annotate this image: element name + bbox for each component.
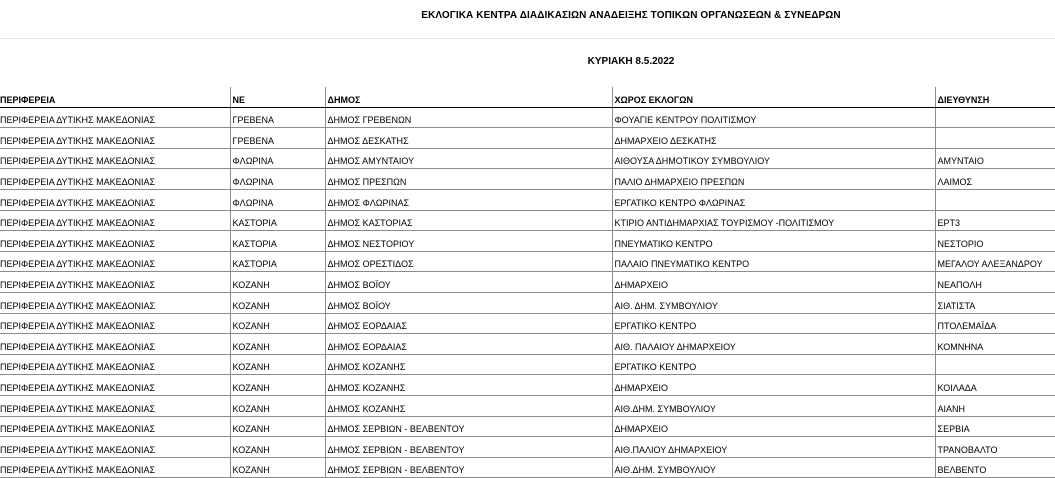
column-header-address: ΔΙΕΥΘΥΝΣΗ	[935, 87, 1055, 107]
cell-address: ΒΕΛΒΕΝΤΟ	[935, 457, 1055, 478]
table-row	[0, 313, 1055, 334]
header-divider	[0, 38, 1055, 39]
cell-region: ΠΕΡΙΦΕΡΕΙΑ ΔΥΤΙΚΗΣ ΜΑΚΕΔΟΝΙΑΣ	[0, 395, 230, 416]
cell-venue: ΠΝΕΥΜΑΤΙΚΟ ΚΕΝΤΡΟ	[612, 231, 935, 252]
cell-region: ΠΕΡΙΦΕΡΕΙΑ ΔΥΤΙΚΗΣ ΜΑΚΕΔΟΝΙΑΣ	[0, 354, 230, 375]
cell-venue: ΦΟΥΑΓΙΕ ΚΕΝΤΡΟΥ ΠΟΛΙΤΙΣΜΟΥ	[612, 107, 935, 128]
cell-regional-unit: ΚΟΖΑΝΗ	[230, 457, 325, 478]
table-row	[0, 334, 1055, 355]
cell-regional-unit: ΓΡΕΒΕΝΑ	[230, 128, 325, 149]
cell-region: ΠΕΡΙΦΕΡΕΙΑ ΔΥΤΙΚΗΣ ΜΑΚΕΔΟΝΙΑΣ	[0, 272, 230, 293]
cell-municipality: ΔΗΜΟΣ ΚΑΣΤΟΡΙΑΣ	[325, 210, 612, 231]
cell-venue: ΑΙΘΟΥΣΑ ΔΗΜΟΤΙΚΟΥ ΣΥΜΒΟΥΛΙΟΥ	[612, 148, 935, 169]
cell-region: ΠΕΡΙΦΕΡΕΙΑ ΔΥΤΙΚΗΣ ΜΑΚΕΔΟΝΙΑΣ	[0, 210, 230, 231]
cell-municipality: ΔΗΜΟΣ ΑΜΥΝΤΑΙΟΥ	[325, 148, 612, 169]
cell-address: ΝΕΑΠΟΛΗ	[935, 272, 1055, 293]
cell-region: ΠΕΡΙΦΕΡΕΙΑ ΔΥΤΙΚΗΣ ΜΑΚΕΔΟΝΙΑΣ	[0, 457, 230, 478]
table-row	[0, 107, 1055, 128]
table-row	[0, 292, 1055, 313]
cell-regional-unit: ΚΟΖΑΝΗ	[230, 437, 325, 458]
cell-address: ΣΕΡΒΙΑ	[935, 416, 1055, 437]
cell-municipality: ΔΗΜΟΣ ΒΟΪΟΥ	[325, 292, 612, 313]
election-centers-table	[0, 87, 1055, 478]
cell-regional-unit: ΚΟΖΑΝΗ	[230, 313, 325, 334]
column-header-municipality: ΔΗΜΟΣ	[325, 87, 612, 107]
cell-address: ΛΑΙΜΟΣ	[935, 169, 1055, 190]
cell-region: ΠΕΡΙΦΕΡΕΙΑ ΔΥΤΙΚΗΣ ΜΑΚΕΔΟΝΙΑΣ	[0, 231, 230, 252]
cell-regional-unit: ΚΟΖΑΝΗ	[230, 354, 325, 375]
cell-municipality: ΔΗΜΟΣ ΣΕΡΒΙΩΝ - ΒΕΛΒΕΝΤΟΥ	[325, 437, 612, 458]
table-row	[0, 272, 1055, 293]
table-row	[0, 354, 1055, 375]
column-header-region: ΠΕΡΙΦΕΡΕΙΑ	[0, 87, 230, 107]
cell-venue: ΕΡΓΑΤΙΚΟ ΚΕΝΤΡΟ	[612, 354, 935, 375]
cell-region: ΠΕΡΙΦΕΡΕΙΑ ΔΥΤΙΚΗΣ ΜΑΚΕΔΟΝΙΑΣ	[0, 375, 230, 396]
cell-region: ΠΕΡΙΦΕΡΕΙΑ ΔΥΤΙΚΗΣ ΜΑΚΕΔΟΝΙΑΣ	[0, 416, 230, 437]
cell-regional-unit: ΚΟΖΑΝΗ	[230, 272, 325, 293]
table-row	[0, 169, 1055, 190]
table-row	[0, 437, 1055, 458]
column-header-regional-unit: ΝΕ	[230, 87, 325, 107]
cell-address	[935, 189, 1055, 210]
cell-venue: ΕΡΓΑΤΙΚΟ ΚΕΝΤΡΟ ΦΛΩΡΙΝΑΣ	[612, 189, 935, 210]
table-header-row	[0, 87, 1055, 107]
cell-region: ΠΕΡΙΦΕΡΕΙΑ ΔΥΤΙΚΗΣ ΜΑΚΕΔΟΝΙΑΣ	[0, 251, 230, 272]
cell-municipality: ΔΗΜΟΣ ΣΕΡΒΙΩΝ - ΒΕΛΒΕΝΤΟΥ	[325, 457, 612, 478]
cell-regional-unit: ΚΑΣΤΟΡΙΑ	[230, 210, 325, 231]
cell-municipality: ΔΗΜΟΣ ΚΟΖΑΝΗΣ	[325, 354, 612, 375]
cell-address: ΠΤΟΛΕΜΑΪΔΑ	[935, 313, 1055, 334]
cell-municipality: ΔΗΜΟΣ ΕΟΡΔΑΙΑΣ	[325, 334, 612, 355]
cell-address: ΕΡΤ3	[935, 210, 1055, 231]
cell-municipality: ΔΗΜΟΣ ΟΡΕΣΤΙΔΟΣ	[325, 251, 612, 272]
cell-regional-unit: ΚΟΖΑΝΗ	[230, 416, 325, 437]
cell-municipality: ΔΗΜΟΣ ΚΟΖΑΝΗΣ	[325, 395, 612, 416]
cell-address: ΝΕΣΤΟΡΙΟ	[935, 231, 1055, 252]
cell-regional-unit: ΚΟΖΑΝΗ	[230, 292, 325, 313]
cell-venue: ΕΡΓΑΤΙΚΟ ΚΕΝΤΡΟ	[612, 313, 935, 334]
cell-region: ΠΕΡΙΦΕΡΕΙΑ ΔΥΤΙΚΗΣ ΜΑΚΕΔΟΝΙΑΣ	[0, 148, 230, 169]
cell-venue: ΔΗΜΑΡΧΕΙΟ	[612, 375, 935, 396]
cell-region: ΠΕΡΙΦΕΡΕΙΑ ΔΥΤΙΚΗΣ ΜΑΚΕΔΟΝΙΑΣ	[0, 189, 230, 210]
cell-address: ΑΙΑΝΗ	[935, 395, 1055, 416]
cell-address: ΚΟΙΛΑΔΑ	[935, 375, 1055, 396]
cell-address: ΜΕΓΑΛΟΥ ΑΛΕΞΑΝΔΡΟΥ	[935, 251, 1055, 272]
cell-municipality: ΔΗΜΟΣ ΒΟΪΟΥ	[325, 272, 612, 293]
cell-region: ΠΕΡΙΦΕΡΕΙΑ ΔΥΤΙΚΗΣ ΜΑΚΕΔΟΝΙΑΣ	[0, 107, 230, 128]
cell-regional-unit: ΦΛΩΡΙΝΑ	[230, 189, 325, 210]
cell-municipality: ΔΗΜΟΣ ΠΡΕΣΠΩΝ	[325, 169, 612, 190]
table-body	[0, 107, 1055, 478]
cell-region: ΠΕΡΙΦΕΡΕΙΑ ΔΥΤΙΚΗΣ ΜΑΚΕΔΟΝΙΑΣ	[0, 313, 230, 334]
cell-venue: ΑΙΘ.ΠΑΛΙΟΥ ΔΗΜΑΡΧΕΙΟΥ	[612, 437, 935, 458]
cell-venue: ΑΙΘ.ΔΗΜ. ΣΥΜΒΟΥΛΙΟΥ	[612, 457, 935, 478]
table-row	[0, 128, 1055, 149]
table-row	[0, 148, 1055, 169]
cell-regional-unit: ΦΛΩΡΙΝΑ	[230, 169, 325, 190]
cell-municipality: ΔΗΜΟΣ ΦΛΩΡΙΝΑΣ	[325, 189, 612, 210]
cell-venue: ΚΤΙΡΙΟ ΑΝΤΙΔΗΜΑΡΧΙΑΣ ΤΟΥΡΙΣΜΟΥ -ΠΟΛΙΤΙΣΜΟΥ	[612, 210, 935, 231]
cell-municipality: ΔΗΜΟΣ ΚΟΖΑΝΗΣ	[325, 375, 612, 396]
table-row	[0, 189, 1055, 210]
cell-regional-unit: ΓΡΕΒΕΝΑ	[230, 107, 325, 128]
cell-region: ΠΕΡΙΦΕΡΕΙΑ ΔΥΤΙΚΗΣ ΜΑΚΕΔΟΝΙΑΣ	[0, 169, 230, 190]
cell-venue: ΠΑΛΑΙΟ ΠΝΕΥΜΑΤΙΚΟ ΚΕΝΤΡΟ	[612, 251, 935, 272]
cell-venue: ΔΗΜΑΡΧΕΙΟ	[612, 272, 935, 293]
cell-municipality: ΔΗΜΟΣ ΓΡΕΒΕΝΩΝ	[325, 107, 612, 128]
document-title: ΕΚΛΟΓΙΚΑ ΚΕΝΤΡΑ ΔΙΑΔΙΚΑΣΙΩΝ ΑΝΑΔΕΙΞΗΣ ΤΟΠΙΚΩΝ ΟΡΓΑΝΩΣΕΩΝ & ΣΥΝΕΔΡΩΝ	[421, 10, 841, 21]
cell-regional-unit: ΚΑΣΤΟΡΙΑ	[230, 251, 325, 272]
table-row	[0, 210, 1055, 231]
table-row	[0, 375, 1055, 396]
table-row	[0, 231, 1055, 252]
column-header-venue: ΧΩΡΟΣ ΕΚΛΟΓΩΝ	[612, 87, 935, 107]
cell-venue: ΑΙΘ. ΠΑΛΑΙΟΥ ΔΗΜΑΡΧΕΙΟΥ	[612, 334, 935, 355]
cell-municipality: ΔΗΜΟΣ ΔΕΣΚΑΤΗΣ	[325, 128, 612, 149]
cell-regional-unit: ΦΛΩΡΙΝΑ	[230, 148, 325, 169]
cell-venue: ΠΑΛΙΟ ΔΗΜΑΡΧΕΙΟ ΠΡΕΣΠΩΝ	[612, 169, 935, 190]
cell-address: ΑΜΥΝΤΑΙΟ	[935, 148, 1055, 169]
cell-regional-unit: ΚΟΖΑΝΗ	[230, 334, 325, 355]
cell-regional-unit: ΚΟΖΑΝΗ	[230, 375, 325, 396]
cell-venue: ΔΗΜΑΡΧΕΙΟ ΔΕΣΚΑΤΗΣ	[612, 128, 935, 149]
cell-address: ΤΡΑΝΟΒΑΛΤΟ	[935, 437, 1055, 458]
table-row	[0, 395, 1055, 416]
table-row	[0, 251, 1055, 272]
cell-address: ΣΙΑΤΙΣΤΑ	[935, 292, 1055, 313]
document-date: ΚΥΡΙΑΚΗ 8.5.2022	[587, 56, 675, 67]
cell-municipality: ΔΗΜΟΣ ΕΟΡΔΑΙΑΣ	[325, 313, 612, 334]
table-row	[0, 457, 1055, 478]
cell-region: ΠΕΡΙΦΕΡΕΙΑ ΔΥΤΙΚΗΣ ΜΑΚΕΔΟΝΙΑΣ	[0, 128, 230, 149]
cell-venue: ΑΙΘ.ΔΗΜ. ΣΥΜΒΟΥΛΙΟΥ	[612, 395, 935, 416]
cell-venue: ΑΙΘ. ΔΗΜ. ΣΥΜΒΟΥΛΙΟΥ	[612, 292, 935, 313]
cell-region: ΠΕΡΙΦΕΡΕΙΑ ΔΥΤΙΚΗΣ ΜΑΚΕΔΟΝΙΑΣ	[0, 292, 230, 313]
cell-address	[935, 354, 1055, 375]
cell-regional-unit: ΚΟΖΑΝΗ	[230, 395, 325, 416]
cell-region: ΠΕΡΙΦΕΡΕΙΑ ΔΥΤΙΚΗΣ ΜΑΚΕΔΟΝΙΑΣ	[0, 334, 230, 355]
cell-address	[935, 107, 1055, 128]
cell-region: ΠΕΡΙΦΕΡΕΙΑ ΔΥΤΙΚΗΣ ΜΑΚΕΔΟΝΙΑΣ	[0, 437, 230, 458]
table-row	[0, 416, 1055, 437]
cell-municipality: ΔΗΜΟΣ ΝΕΣΤΟΡΙΟΥ	[325, 231, 612, 252]
cell-municipality: ΔΗΜΟΣ ΣΕΡΒΙΩΝ - ΒΕΛΒΕΝΤΟΥ	[325, 416, 612, 437]
cell-venue: ΔΗΜΑΡΧΕΙΟ	[612, 416, 935, 437]
cell-address: ΚΟΜΝΗΝΑ	[935, 334, 1055, 355]
cell-regional-unit: ΚΑΣΤΟΡΙΑ	[230, 231, 325, 252]
cell-address	[935, 128, 1055, 149]
